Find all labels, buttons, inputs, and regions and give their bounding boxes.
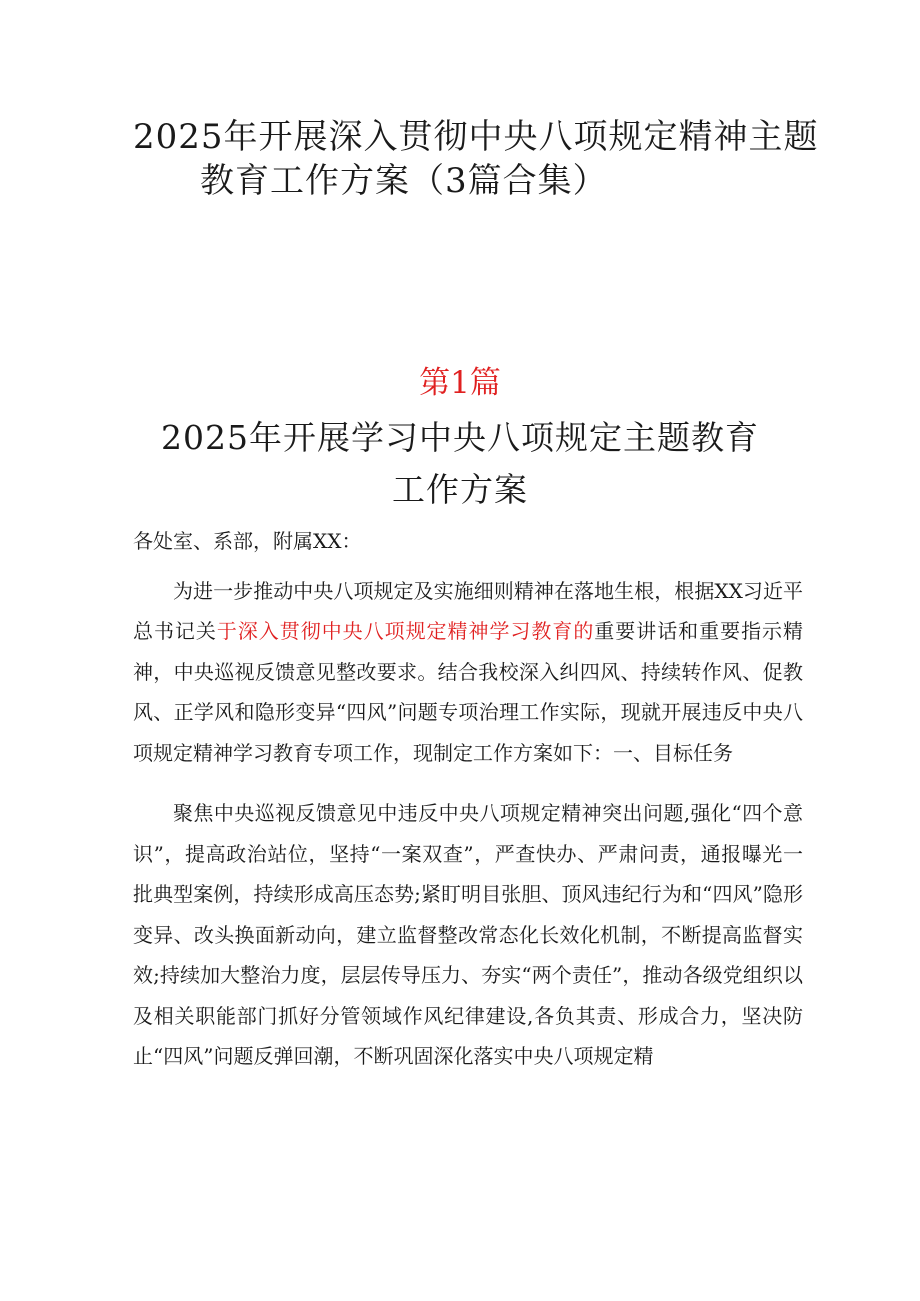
- salutation: 各处室、系部，附属XX：: [133, 529, 362, 553]
- paragraph-2: 聚焦中央巡视反馈意见中违反中央八项规定精神突出问题,强化“四个意识”，提高政治站位，坚持“一案双查”，严查快办、严肃问责，通报曝光一批典型案例，持续形成高压态势;紧盯明目张胆、顶风违纪行为和“四风”隐形变异、改头换面新动向，建立监督整改常态化长效化机制，不断提高监督实效;持续加大整治力度，层层传导压力、夯实“两个责任”，推动各级党组织以及相关职能部门抓好分管领域作风纪律建设,各负其责、形成合力，坚决防止“四风”问题反弹回潮，不断巩固深化落实中央八项规定精: [133, 801, 803, 1068]
- section-title-line-1: 2025年开展学习中央八项规定主题教育: [161, 418, 759, 457]
- paragraph-1-text-start: 为进一步推动中央八项规定及实施细则精神在落地生根，根据XX习近平总书记关: [133, 578, 803, 643]
- part-label: 第1篇: [419, 365, 501, 401]
- paragraph-1-text-end: 重要讲话和重要指示精神，中央巡视反馈意见整改要求。结合我校深入纠四风、持续转作风、促教风、正学风和隐形变异“四风”问题专项治理工作实际，现就开展违反中央八项规定精神学习教育专项工作，现制定工作方案如下：一、目标任务: [133, 619, 804, 765]
- document-body: [133, 521, 803, 1090]
- paragraph-1: [133, 571, 803, 774]
- paragraph-1-highlight: 于深入贯彻中央八项规定精神学习教育的: [216, 619, 595, 643]
- document-title-line-1: 2025年开展深入贯彻中央八项规定精神主题: [133, 117, 819, 157]
- section-title-line-2: 工作方案: [392, 470, 528, 509]
- section-title: [0, 412, 920, 516]
- document-title-line-2: 教育工作方案（3篇合集）: [200, 161, 608, 201]
